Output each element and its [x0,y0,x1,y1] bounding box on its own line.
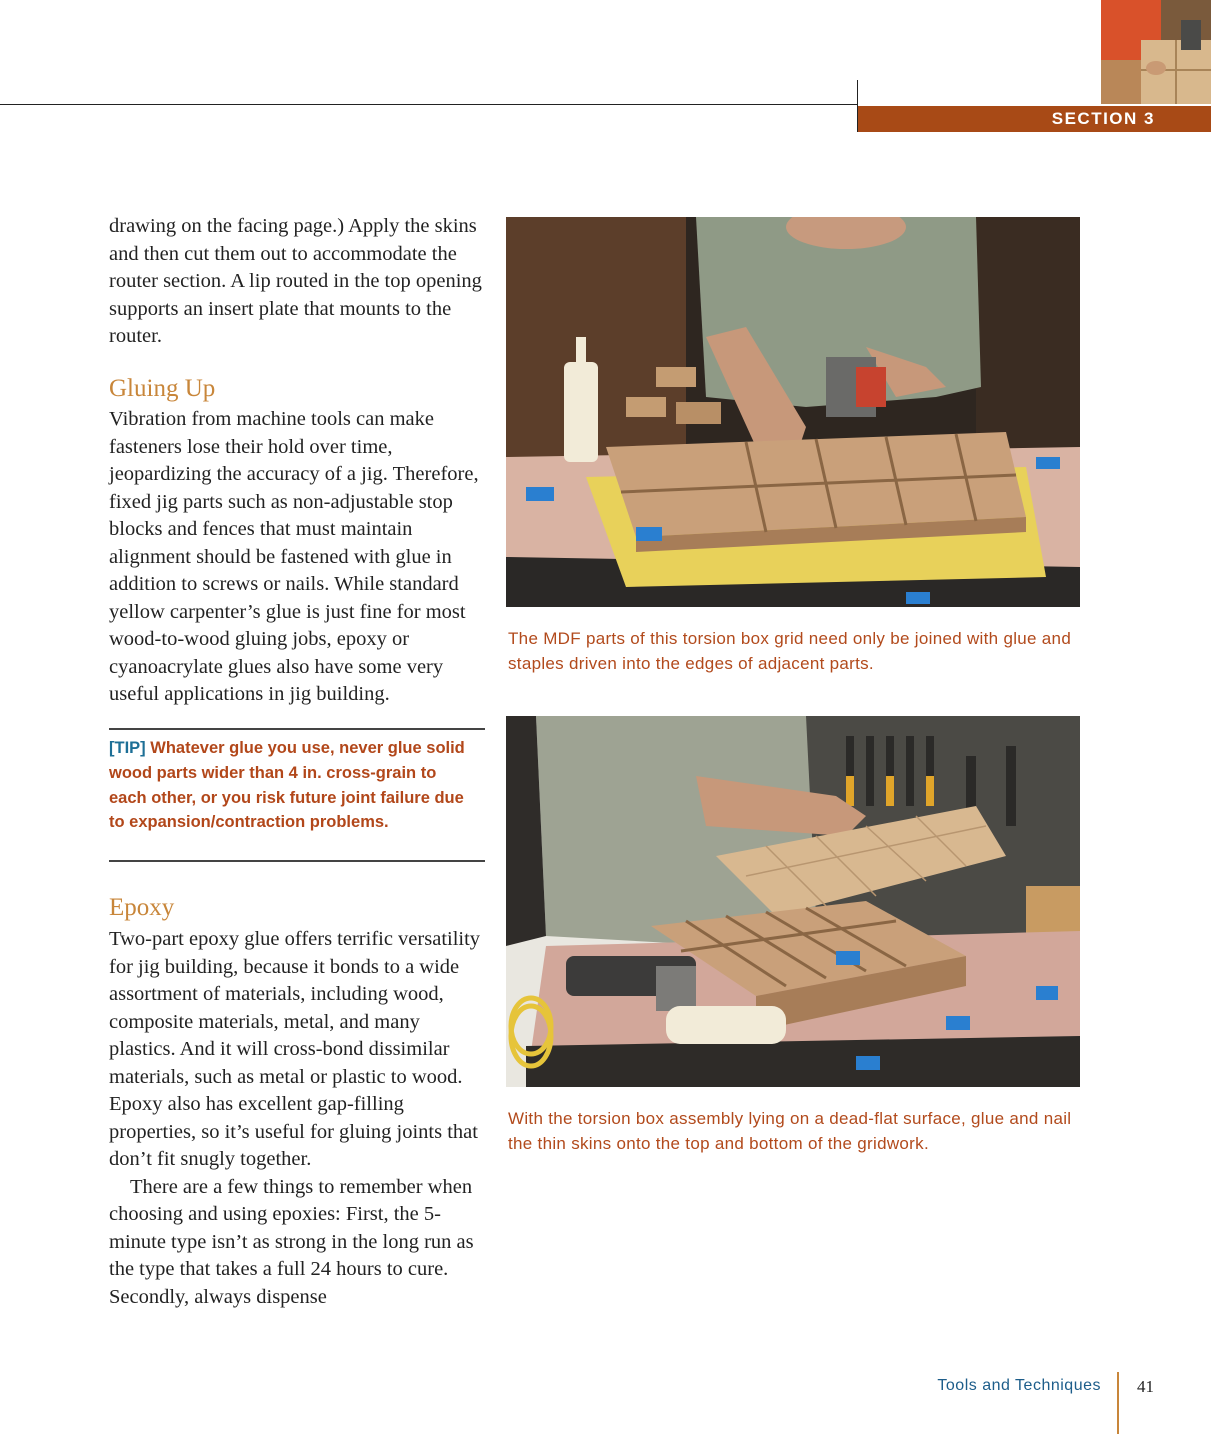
heading-gluing-up: Gluing Up [109,375,216,402]
footer-divider [1117,1372,1119,1434]
heading-epoxy: Epoxy [109,894,175,921]
intro-paragraph: drawing on the facing page.) Apply the skins and then cut them out to accommodate the router section. A lip routed in the top opening supports an insert plate that mounts to the router. [109,215,482,347]
tip-box [109,728,485,862]
page-number: 41 [1137,1377,1154,1396]
epoxy-paragraphs [109,926,487,1311]
tip-body: Whatever glue you use, never glue solid wood parts wider than 4 in. cross-grain to each other, or you risk future joint failure due to expansion/contraction problems. [109,739,465,832]
tip-label: [TIP] [109,739,146,757]
epoxy-paragraph-1: Two-part epoxy glue offers terrific versatility for jig building, because it bonds to a wide assortment of materials, including wood, composite materials, metal, and many plastics. And it will cross-bond dissimilar materials, such as metal or plastic to wood. Epoxy also has excellent gap-filling properties, so it’s useful for gluing joints that don’t fit snugly together. [109,928,481,1170]
caption-photo-1: The MDF parts of this torsion box grid need only be joined with glue and staples driven into the edges of adjacent parts. [508,629,1072,673]
section-label: SECTION 3 [1051,109,1155,128]
footer-book-section: Tools and Techniques [937,1377,1101,1394]
photo-torsion-box-stapling [506,217,1080,607]
caption-photo-2: With the torsion box assembly lying on a dead-flat surface, glue and nail the thin skins onto the top and bottom of the gridwork. [508,1109,1072,1153]
photo-torsion-box-skins [506,716,1080,1087]
tip-text [109,736,469,835]
section-bar [858,106,1211,132]
section-corner-photo [1101,0,1211,104]
gluing-up-paragraph: Vibration from machine tools can make fasteners lose their hold over time, jeopardizing the accuracy of a jig. Therefore, fixed jig parts such as non-adjustable stop blocks and fences that must maintain alignment should be fastened with glue in addition to screws or nails. While standard yellow carpenter’s glue is just fine for most wood-to-wood gluing jobs, epoxy or cyanoacrylate glues also have some very useful applications in jig building. [109,408,479,705]
epoxy-paragraph-2: There are a few things to remember when choosing and using epoxies: First, the 5-minute type isn’t as strong in the long run as the type that takes a full 24 hours to cure. Secondly, always dispense [109,1175,474,1308]
header-rule [0,104,858,105]
